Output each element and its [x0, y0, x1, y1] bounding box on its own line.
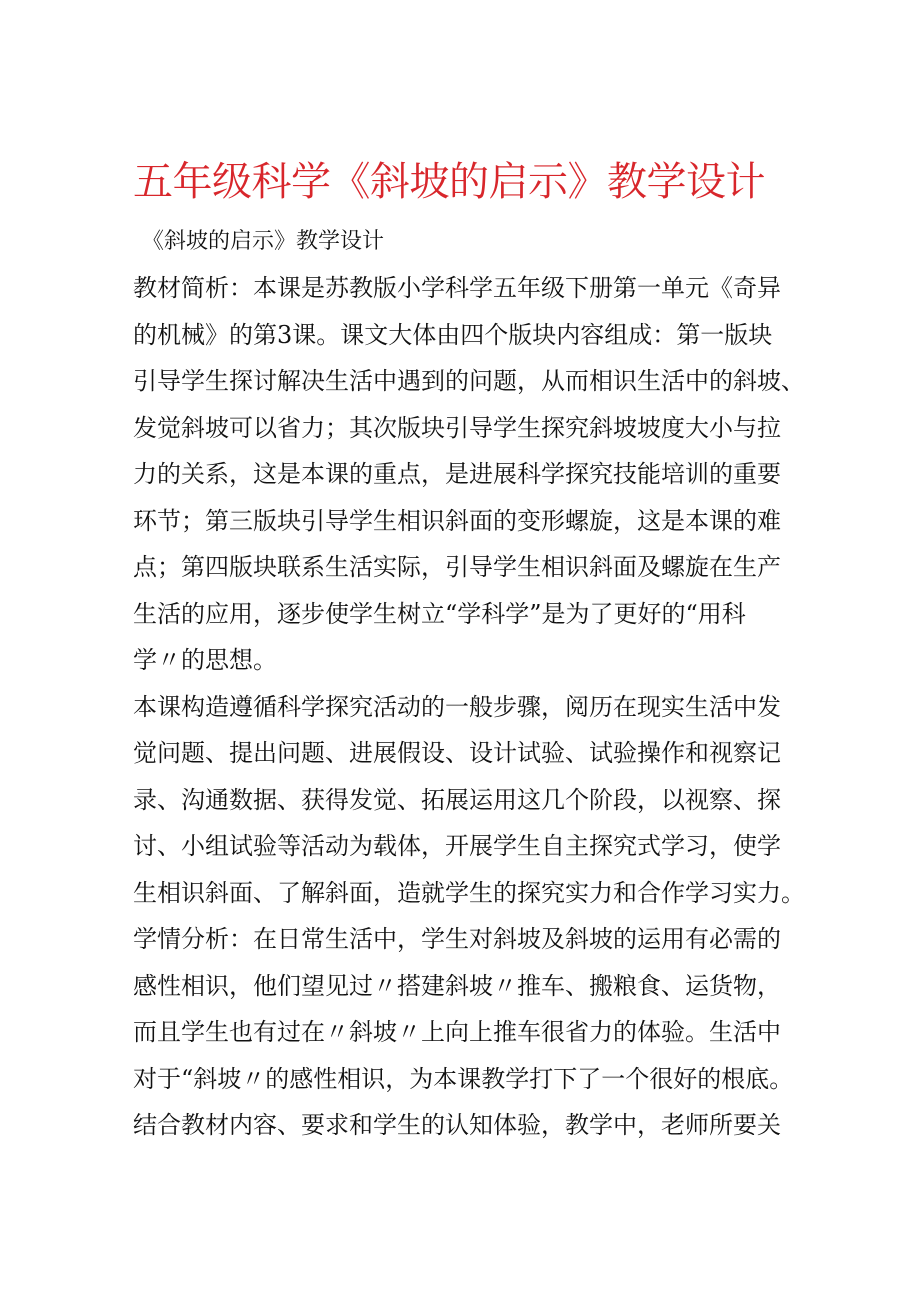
text-line: 觉问题、提出问题、进展假设、设计试验、试验操作和视察记: [133, 739, 781, 767]
text-line: 学〃的思想。: [133, 646, 277, 674]
text-line: 点；第四版块联系生活实际，引导学生相识斜面及螺旋在生产: [133, 553, 781, 581]
text-line: 生活的应用，逐步使学生树立“学科学”是为了更好的“用科: [133, 599, 746, 628]
text-line: 感性相识，他们望见过〃搭建斜坡〃推车、搬粮食、运货物，: [133, 971, 781, 1000]
document-subtitle: 《斜坡的启示》教学设计: [142, 229, 385, 254]
body-text: [133, 265, 805, 1149]
text-line: 结合教材内容、要求和学生的认知体验，教学中，老师所要关: [133, 1111, 781, 1139]
text-line: 力的关系，这是本课的重点，是进展科学探究技能培训的重要: [133, 460, 781, 488]
text-line: 学情分析：在日常生活中，学生对斜坡及斜坡的运用有必需的: [133, 925, 781, 953]
document-title: 五年级科学《斜坡的启示》教学设计: [133, 159, 765, 205]
text-line: 本课构造遵循科学探究活动的一般步骤，阅历在现实生活中发: [133, 692, 781, 721]
text-line: 对于“斜坡〃的感性相识，为本课教学打下了一个很好的根底。: [133, 1064, 794, 1093]
text-line: 环节；第三版块引导学生相识斜面的变形螺旋，这是本课的难: [133, 506, 781, 535]
text-line: 生相识斜面、了解斜面，造就学生的探究实力和合作学习实力。: [133, 878, 805, 907]
text-line: 教材简析：本课是苏教版小学科学五年级下册第一单元《奇异: [133, 274, 781, 302]
text-line: 录、沟通数据、获得发觉、拓展运用这几个阶段，以视察、探: [133, 785, 781, 814]
text-line: 的机械》的第3课。课文大体由四个版块内容组成：第一版块: [133, 320, 773, 349]
text-line: 发觉斜坡可以省力；其次版块引导学生探究斜坡坡度大小与拉: [133, 413, 781, 442]
text-line: 而且学生也有过在〃斜坡〃上向上推车很省力的体验。生活中: [133, 1018, 781, 1046]
text-line: 引导学生探讨解决生活中遇到的问题，从而相识生活中的斜坡、: [133, 367, 805, 395]
text-line: 讨、小组试验等活动为载体，开展学生自主探究式学习，使学: [133, 832, 781, 860]
